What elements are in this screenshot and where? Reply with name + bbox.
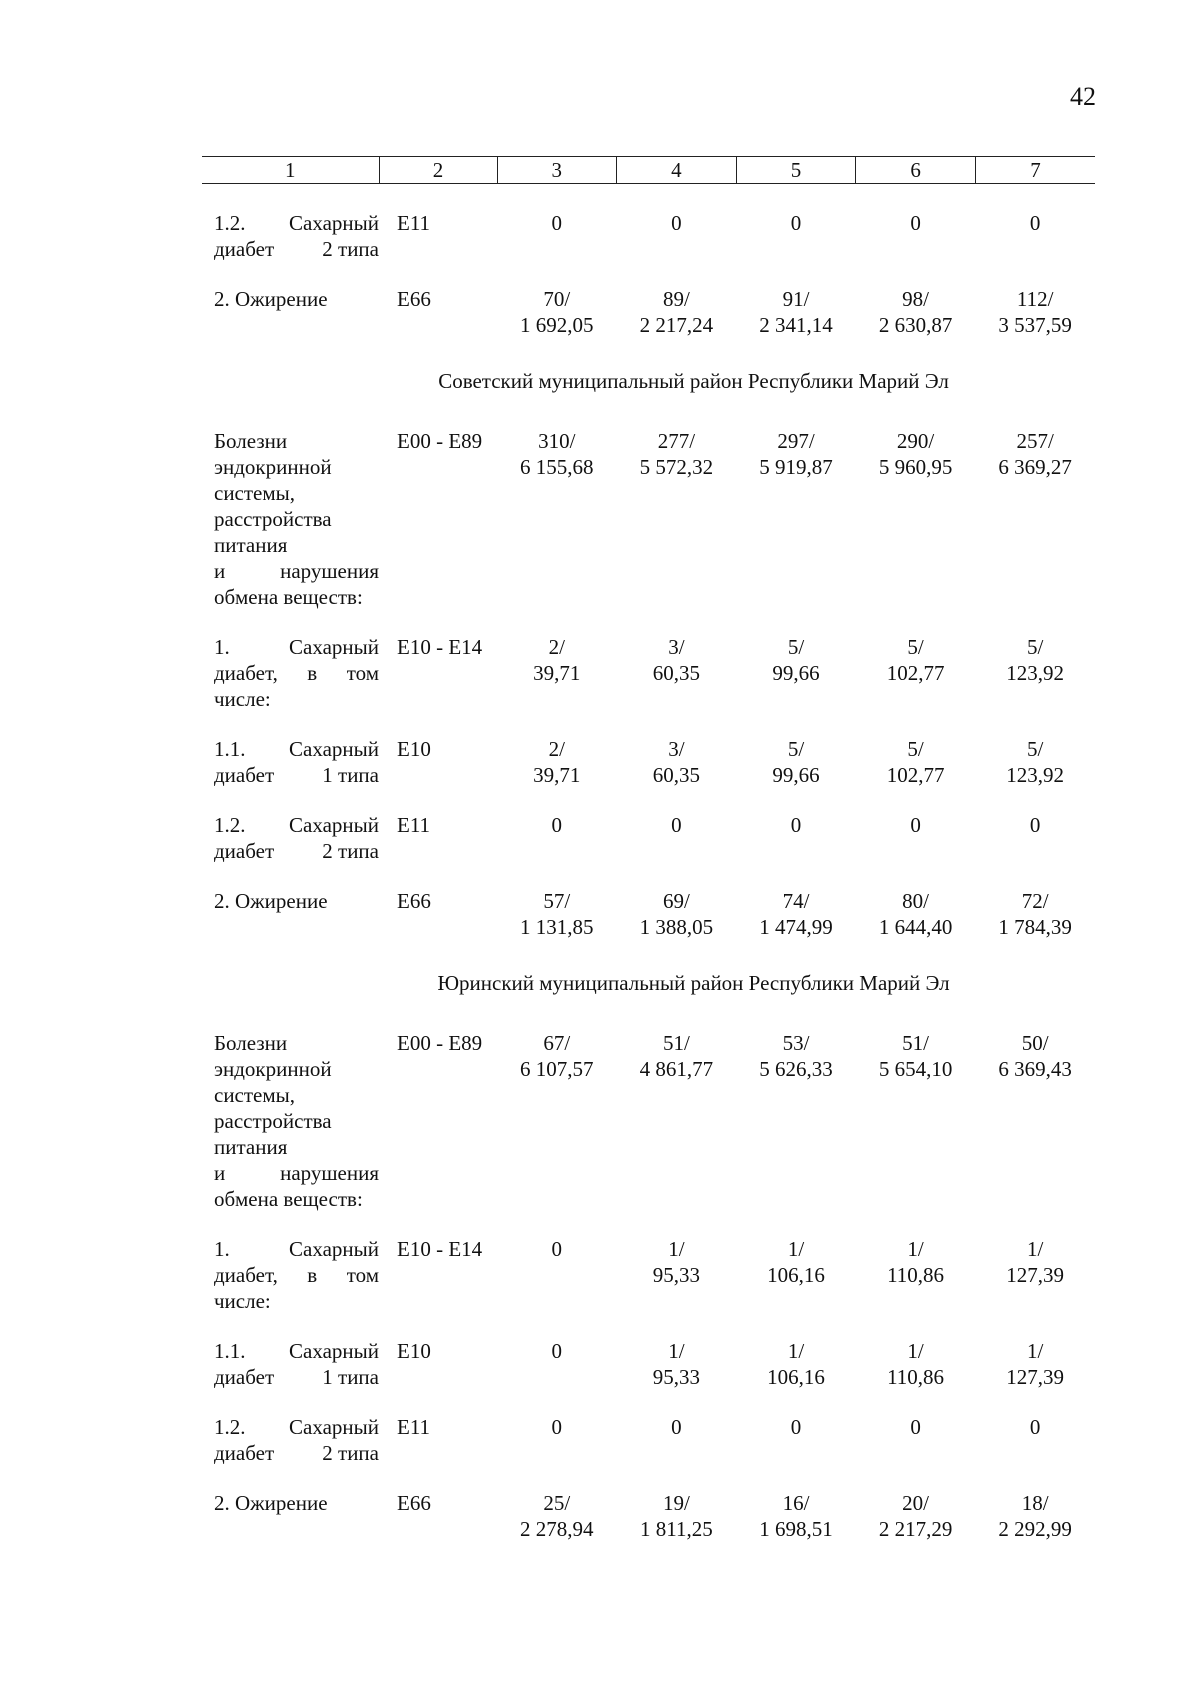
spacer	[202, 262, 1095, 286]
spacer	[202, 712, 1095, 736]
value-cell	[736, 736, 856, 788]
value-text: 0	[551, 1237, 563, 1261]
row-name-word: Сахарный	[289, 813, 379, 837]
row-name-word: 1.2.	[214, 211, 246, 235]
column-number: 3	[497, 157, 617, 184]
spacer	[202, 610, 1095, 634]
row-name-word: Сахарный	[289, 635, 379, 659]
value-text: 2/	[548, 635, 565, 659]
value-cell	[736, 1236, 856, 1314]
value-text: 5/	[787, 737, 805, 761]
value-cell	[975, 812, 1095, 864]
row-name-line	[214, 558, 379, 584]
spacer	[202, 1314, 1095, 1338]
value-text: 0	[790, 211, 802, 235]
table-body	[202, 210, 1095, 1542]
value-cell	[975, 1236, 1095, 1314]
icd-code: E10 - E14	[397, 635, 483, 659]
row-name-line	[214, 210, 379, 236]
value-text: 0	[1029, 211, 1041, 235]
value-text: 2 217,29	[878, 1517, 953, 1541]
row-name-line	[214, 236, 379, 262]
column-number: 4	[617, 157, 737, 184]
value-cell	[856, 1236, 976, 1314]
value-text: 1 388,05	[639, 915, 714, 939]
value-cell	[736, 888, 856, 940]
table-row	[202, 888, 1095, 940]
column-number: 2	[379, 157, 497, 184]
row-name-word: Сахарный	[289, 1339, 379, 1363]
value-cell	[856, 1414, 976, 1466]
value-text: 0	[1029, 1415, 1041, 1439]
value-cell	[497, 1338, 617, 1390]
value-cell	[856, 736, 976, 788]
row-name-line: питания	[214, 1135, 288, 1159]
table-row	[202, 812, 1095, 864]
row-name-word: 2 типа	[322, 839, 379, 863]
value-text: 257/	[1016, 429, 1054, 453]
icd-code: E11	[397, 1415, 431, 1439]
icd-code: E00 - E89	[397, 1031, 483, 1055]
table-row	[202, 634, 1095, 712]
value-text: 60,35	[652, 763, 701, 787]
value-text: 99,66	[772, 661, 820, 685]
value-cell	[736, 210, 856, 262]
value-cell	[497, 1414, 617, 1466]
icd-code: E66	[397, 889, 431, 913]
value-text: 19/	[662, 1491, 690, 1515]
spacer	[202, 940, 1095, 970]
row-name-word: и	[214, 1161, 226, 1185]
value-cell	[736, 812, 856, 864]
value-text: 51/	[902, 1031, 929, 1055]
value-text: 0	[551, 1415, 563, 1439]
row-name	[202, 286, 379, 338]
value-text: 95,33	[652, 1263, 701, 1287]
spacer	[202, 788, 1095, 812]
value-cell	[617, 736, 737, 788]
value-text: 6 107,57	[520, 1057, 594, 1081]
icd-code: E66	[397, 1491, 431, 1515]
value-text: 2 630,87	[878, 313, 953, 337]
row-name	[202, 812, 379, 864]
row-name-word: том	[346, 661, 379, 685]
row-name-line	[214, 1364, 379, 1390]
icd-code: E11	[397, 813, 431, 837]
row-name-line: числе:	[214, 687, 271, 711]
row-name-line	[214, 1262, 379, 1288]
value-cell	[975, 1030, 1095, 1212]
row-name-line	[214, 812, 379, 838]
table-row	[202, 1414, 1095, 1466]
value-text: 25/	[543, 1491, 571, 1515]
row-name-word: диабет	[214, 237, 275, 261]
row-name-word: 1.2.	[214, 1415, 246, 1439]
row-name-line: системы,	[214, 1083, 296, 1107]
value-text: 53/	[782, 1031, 810, 1055]
value-text: 5/	[787, 635, 805, 659]
value-text: 99,66	[772, 763, 820, 787]
row-name-word: 1.1.	[214, 737, 246, 761]
row-name-line	[214, 1414, 379, 1440]
value-cell	[497, 1490, 617, 1542]
value-cell	[856, 634, 976, 712]
value-text: 0	[671, 1415, 682, 1439]
row-name-word: диабет,	[214, 1263, 278, 1287]
column-number: 1	[202, 157, 379, 184]
value-text: 95,33	[652, 1365, 701, 1389]
value-text: 123,92	[1006, 763, 1065, 787]
row-name-word: 1.1.	[214, 1339, 246, 1363]
row-name-word: диабет	[214, 1441, 275, 1465]
value-text: 6 369,27	[998, 455, 1072, 479]
column-number: 6	[856, 157, 976, 184]
row-name-line: эндокринной	[214, 1057, 332, 1081]
value-text: 1 644,40	[878, 915, 953, 939]
row-name	[202, 1414, 379, 1466]
value-text: 5/	[1027, 737, 1044, 761]
row-name-line	[214, 634, 379, 660]
value-text: 1 698,51	[759, 1517, 833, 1541]
row-name-line: числе:	[214, 1289, 271, 1313]
value-cell	[617, 888, 737, 940]
row-name-word: 1.	[214, 1237, 230, 1261]
row-name-line: расстройства	[214, 507, 332, 531]
row-name-word: том	[346, 1263, 379, 1287]
value-text: 102,77	[886, 763, 945, 787]
value-text: 2 278,94	[520, 1517, 594, 1541]
row-name-line: расстройства	[214, 1109, 332, 1133]
value-cell	[617, 1338, 737, 1390]
row-name-word: 1 типа	[322, 1365, 379, 1389]
row-name-line: Болезни	[214, 1031, 288, 1055]
value-text: 1 784,39	[998, 915, 1072, 939]
value-text: 277/	[657, 429, 696, 453]
row-name-line: 2. Ожирение	[214, 889, 328, 913]
value-text: 1/	[1027, 1339, 1044, 1363]
value-cell	[975, 888, 1095, 940]
row-name-line: Болезни	[214, 429, 288, 453]
value-cell	[856, 1338, 976, 1390]
value-text: 123,92	[1006, 661, 1065, 685]
row-name	[202, 428, 379, 610]
value-cell	[736, 286, 856, 338]
value-text: 127,39	[1006, 1263, 1065, 1287]
value-text: 106,16	[767, 1263, 825, 1287]
row-name-word: в	[307, 661, 318, 685]
value-cell	[975, 286, 1095, 338]
row-name-word: диабет	[214, 763, 275, 787]
icd-code: E10	[397, 1339, 431, 1363]
spacer	[202, 338, 1095, 368]
row-name-line: обмена веществ:	[214, 1187, 363, 1211]
row-name-line	[214, 1440, 379, 1466]
value-cell	[975, 1414, 1095, 1466]
spacer	[202, 1466, 1095, 1490]
value-cell	[856, 888, 976, 940]
page-number: 42	[1070, 82, 1096, 111]
value-text: 5 919,87	[759, 455, 833, 479]
value-cell	[497, 812, 617, 864]
section-title: Советский муниципальный район Республики Марий Эл	[438, 369, 949, 393]
row-name-word: в	[307, 1263, 318, 1287]
row-name-line: обмена веществ:	[214, 585, 363, 609]
value-text: 297/	[777, 429, 815, 453]
table-row	[202, 1338, 1095, 1390]
value-text: 74/	[782, 889, 810, 913]
table-row	[202, 736, 1095, 788]
row-name-line	[214, 762, 379, 788]
value-text: 51/	[662, 1031, 690, 1055]
row-name	[202, 888, 379, 940]
row-name-word: диабет	[214, 839, 275, 863]
value-text: 0	[551, 813, 563, 837]
value-cell	[497, 1236, 617, 1314]
value-text: 3/	[668, 737, 685, 761]
table-row	[202, 1236, 1095, 1314]
value-text: 1 692,05	[520, 313, 594, 337]
row-name	[202, 1338, 379, 1390]
value-cell	[856, 812, 976, 864]
value-text: 0	[551, 211, 563, 235]
value-text: 20/	[902, 1491, 929, 1515]
row-name-word: Сахарный	[289, 737, 379, 761]
table-row	[202, 286, 1095, 338]
value-text: 0	[910, 211, 921, 235]
value-cell	[856, 210, 976, 262]
value-cell	[497, 428, 617, 610]
row-name-word: 2 типа	[322, 237, 379, 261]
row-name-word: 1.2.	[214, 813, 246, 837]
value-text: 39,71	[533, 763, 581, 787]
value-cell	[617, 1236, 737, 1314]
value-text: 91/	[782, 287, 810, 311]
value-text: 102,77	[886, 661, 945, 685]
row-name	[202, 1490, 379, 1542]
value-text: 0	[790, 1415, 802, 1439]
icd-code: E66	[397, 287, 431, 311]
value-text: 5 654,10	[878, 1057, 953, 1081]
row-name-line	[214, 736, 379, 762]
value-text: 127,39	[1006, 1365, 1065, 1389]
value-cell	[736, 1338, 856, 1390]
value-cell	[617, 1030, 737, 1212]
table-row	[202, 1490, 1095, 1542]
row-name	[202, 634, 379, 712]
row-name-line: эндокринной	[214, 455, 332, 479]
value-text: 2/	[548, 737, 565, 761]
value-text: 80/	[902, 889, 929, 913]
row-name-word: Сахарный	[289, 211, 379, 235]
icd-code: E11	[397, 211, 431, 235]
column-number: 7	[975, 157, 1095, 184]
icd-code: E10 - E14	[397, 1237, 483, 1261]
row-name-word: и	[214, 559, 226, 583]
spacer	[202, 1212, 1095, 1236]
value-text: 1 474,99	[759, 915, 833, 939]
row-name	[202, 1236, 379, 1314]
value-cell	[497, 888, 617, 940]
value-text: 310/	[538, 429, 576, 453]
column-number-header	[202, 156, 1095, 184]
value-cell	[856, 286, 976, 338]
value-cell	[736, 1414, 856, 1466]
value-text: 1 131,85	[520, 915, 594, 939]
spacer	[202, 996, 1095, 1030]
value-cell	[617, 428, 737, 610]
value-cell	[617, 286, 737, 338]
value-text: 1/	[787, 1237, 805, 1261]
row-name-word: диабет,	[214, 661, 278, 685]
value-text: 5 572,32	[639, 455, 714, 479]
value-text: 89/	[662, 287, 690, 311]
value-text: 98/	[902, 287, 929, 311]
value-text: 1/	[907, 1339, 924, 1363]
column-number: 5	[736, 157, 856, 184]
value-text: 6 369,43	[998, 1057, 1072, 1081]
value-cell	[497, 1030, 617, 1212]
row-name-line: 2. Ожирение	[214, 287, 328, 311]
table-row	[202, 1030, 1095, 1212]
value-text: 5/	[907, 737, 924, 761]
section-title: Юринский муниципальный район Республики Марий Эл	[437, 971, 950, 995]
spacer	[202, 1390, 1095, 1414]
value-text: 70/	[543, 287, 571, 311]
row-name	[202, 1030, 379, 1212]
value-text: 4 861,77	[639, 1057, 714, 1081]
value-text: 5 960,95	[878, 455, 953, 479]
value-text: 0	[551, 1339, 563, 1363]
row-name-line	[214, 1160, 379, 1186]
value-text: 6 155,68	[520, 455, 594, 479]
row-name-line: питания	[214, 533, 288, 557]
icd-code: E00 - E89	[397, 429, 483, 453]
table-row	[202, 210, 1095, 262]
row-name	[202, 736, 379, 788]
value-cell	[736, 1030, 856, 1212]
value-text: 1/	[787, 1339, 805, 1363]
value-cell	[497, 634, 617, 712]
value-text: 39,71	[533, 661, 581, 685]
value-text: 0	[790, 813, 802, 837]
row-name-line: 2. Ожирение	[214, 1491, 328, 1515]
value-cell	[736, 428, 856, 610]
spacer	[202, 864, 1095, 888]
value-text: 5/	[907, 635, 924, 659]
value-cell	[497, 210, 617, 262]
value-text: 67/	[543, 1031, 571, 1055]
value-text: 50/	[1021, 1031, 1049, 1055]
spacer	[202, 394, 1095, 428]
row-name-word: Сахарный	[289, 1415, 379, 1439]
value-cell	[736, 634, 856, 712]
value-text: 1 811,25	[640, 1517, 713, 1541]
value-cell	[856, 428, 976, 610]
value-cell	[975, 1338, 1095, 1390]
row-name-word: 1.	[214, 635, 230, 659]
value-text: 2 341,14	[759, 313, 833, 337]
value-text: 2 292,99	[998, 1517, 1072, 1541]
table-row	[202, 428, 1095, 610]
value-cell	[617, 1414, 737, 1466]
value-text: 106,16	[767, 1365, 825, 1389]
value-text: 57/	[543, 889, 571, 913]
value-text: 0	[910, 813, 921, 837]
value-cell	[497, 286, 617, 338]
row-name-line: системы,	[214, 481, 296, 505]
value-text: 1/	[907, 1237, 924, 1261]
value-text: 0	[1029, 813, 1041, 837]
value-cell	[617, 1490, 737, 1542]
value-text: 3/	[668, 635, 685, 659]
value-cell	[975, 210, 1095, 262]
value-cell	[617, 634, 737, 712]
row-name-line	[214, 1236, 379, 1262]
value-text: 2 217,24	[639, 313, 714, 337]
value-cell	[736, 1490, 856, 1542]
row-name-word: 1 типа	[322, 763, 379, 787]
value-text: 69/	[662, 889, 690, 913]
row-name	[202, 210, 379, 262]
value-text: 110,86	[887, 1263, 945, 1287]
value-text: 290/	[896, 429, 935, 453]
value-cell	[617, 210, 737, 262]
value-text: 1/	[668, 1237, 685, 1261]
value-cell	[975, 634, 1095, 712]
row-name-line	[214, 660, 379, 686]
value-text: 18/	[1021, 1491, 1049, 1515]
row-name-line	[214, 838, 379, 864]
row-name-word: 2 типа	[322, 1441, 379, 1465]
value-text: 110,86	[887, 1365, 945, 1389]
value-text: 0	[910, 1415, 921, 1439]
value-text: 1/	[1027, 1237, 1044, 1261]
row-name-word: нарушения	[280, 1161, 379, 1185]
value-cell	[975, 428, 1095, 610]
value-text: 0	[671, 211, 682, 235]
value-cell	[856, 1030, 976, 1212]
value-cell	[497, 736, 617, 788]
row-name-line	[214, 1338, 379, 1364]
value-cell	[975, 1490, 1095, 1542]
value-cell	[856, 1490, 976, 1542]
value-text: 3 537,59	[998, 313, 1072, 337]
value-text: 1/	[668, 1339, 685, 1363]
value-text: 16/	[782, 1491, 810, 1515]
row-name-word: нарушения	[280, 559, 379, 583]
icd-code: E10	[397, 737, 431, 761]
row-name-word: диабет	[214, 1365, 275, 1389]
value-text: 5/	[1027, 635, 1044, 659]
value-text: 5 626,33	[759, 1057, 833, 1081]
value-text: 60,35	[652, 661, 701, 685]
value-cell	[617, 812, 737, 864]
value-text: 112/	[1016, 287, 1054, 311]
value-cell	[975, 736, 1095, 788]
value-text: 72/	[1021, 889, 1049, 913]
value-text: 0	[671, 813, 682, 837]
row-name-word: Сахарный	[289, 1237, 379, 1261]
